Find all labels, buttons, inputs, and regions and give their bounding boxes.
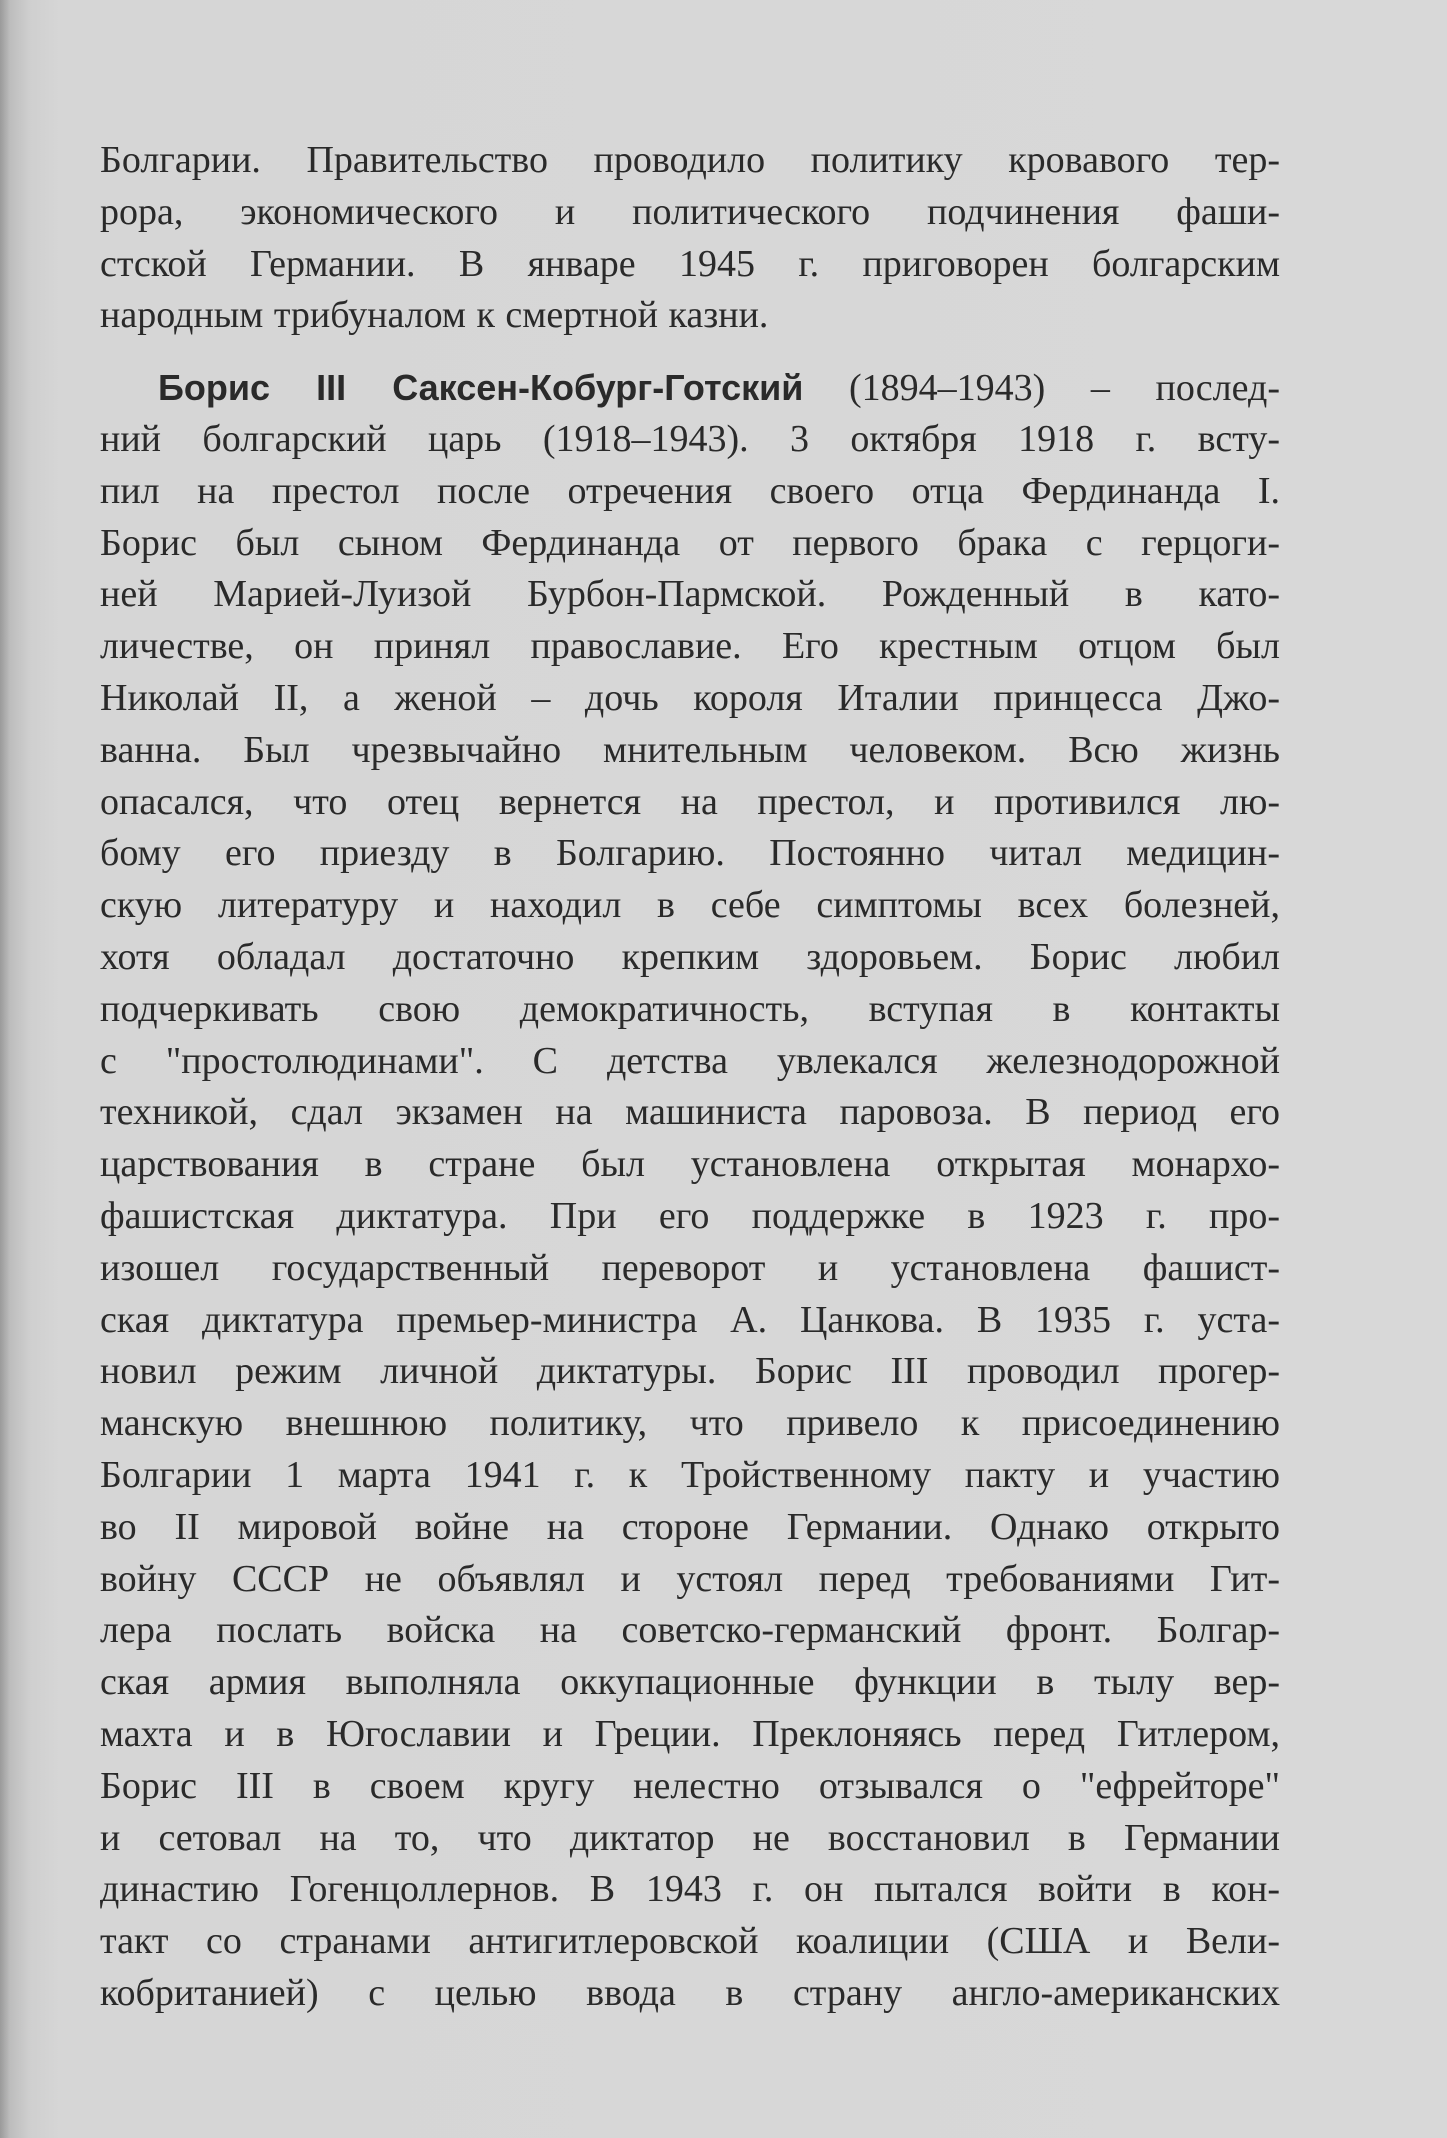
text-line: царствования в стране был установлена открытая монархо- [100,1143,1280,1186]
text-line: Николай II, а женой – дочь короля Италии принцесса Джо- [100,676,1280,719]
text-line: ская диктатура премьер-министра А. Цанкова. В 1935 г. уста- [100,1298,1280,1341]
text-line-first [100,362,1280,414]
paragraph-gap [100,342,1280,362]
text-line: Борис был сыном Фердинанда от первого брака с герцоги- [100,521,1280,564]
text-line: личестве, он принял православие. Его крестным отцом был [100,625,1280,668]
page-text [100,135,1280,2020]
text-line: ний болгарский царь (1918–1943). 3 октября 1918 г. всту- [100,417,1280,460]
paragraph-1 [100,135,1280,342]
text-line: Борис III в своем кругу нелестно отзывался о "ефрейторе" [100,1764,1280,1807]
text-line: кобританией) с целью ввода в страну англо-американских [100,1971,1280,2014]
text-line: фашистская диктатура. При его поддержке в 1923 г. про- [100,1194,1280,1237]
text-line: бому его приезду в Болгарию. Постоянно читал медицин- [100,832,1280,875]
text-line: махта и в Югославии и Греции. Преклоняясь перед Гитлером, [100,1712,1280,1755]
text-line: новил режим личной диктатуры. Борис III проводил прогер- [100,1350,1280,1393]
text-line: такт со странами антигитлеровской коалиции (США и Вели- [100,1920,1280,1963]
entry-dates: (1894–1943) – послед- [803,367,1280,410]
text-line: изошел государственный переворот и установлена фашист- [100,1246,1280,1289]
text-line: ская армия выполняла оккупационные функции в тылу вер- [100,1661,1280,1704]
text-line: ней Марией-Луизой Бурбон-Пармской. Рожденный в като- [100,573,1280,616]
text-line: Болгарии. Правительство проводило политику кровавого тер- [100,139,1280,181]
text-line: техникой, сдал экзамен на машиниста паровоза. В период его [100,1091,1280,1134]
text-line: и сетовал на то, что диктатор не восстановил в Германии [100,1816,1280,1859]
text-line: династию Гогенцоллернов. В 1943 г. он пытался войти в кон- [100,1868,1280,1911]
text-line: ванна. Был чрезвычайно мнительным человеком. Всю жизнь [100,728,1280,771]
text-line: скую литературу и находил в себе симптомы всех болезней, [100,884,1280,927]
text-line: народным трибуналом к смертной казни. [100,294,769,337]
text-line: опасался, что отец вернется на престол, и противился лю- [100,780,1280,823]
entry-name: Борис III Саксен-Кобург-Готский [158,367,804,409]
text-line: войну СССР не объявлял и устоял перед требованиями Гит- [100,1557,1280,1600]
text-line: манскую внешнюю политику, что привело к присоединению [100,1402,1280,1445]
text-line: подчеркивать свою демократичность, вступая в контакты [100,987,1280,1030]
text-line: пил на престол после отречения своего отца Фердинанда I. [100,469,1280,512]
text-line: Болгарии 1 марта 1941 г. к Тройственному пакту и участию [100,1453,1280,1496]
text-line: во II мировой войне на стороне Германии. Однако открыто [100,1505,1280,1548]
text-line: хотя обладал достаточно крепким здоровьем. Борис любил [100,935,1280,978]
text-line: лера послать войска на советско-германский фронт. Болгар- [100,1609,1280,1652]
text-line: с "простолюдинами". С детства увлекался железнодорожной [100,1039,1280,1082]
paragraph-2 [100,362,1280,2020]
text-line: стской Германии. В январе 1945 г. приговорен болгарским [100,242,1280,285]
text-line: рора, экономического и политического подчинения фаши- [100,190,1280,233]
